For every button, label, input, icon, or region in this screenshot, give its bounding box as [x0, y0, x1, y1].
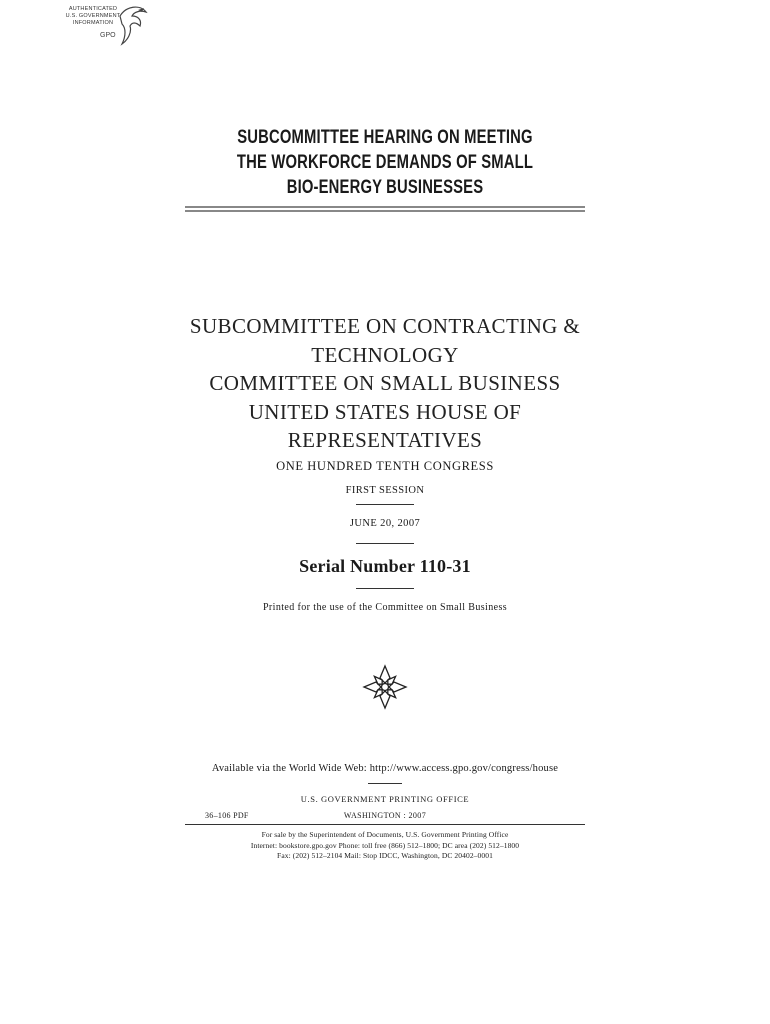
authenticated-seal [60, 4, 150, 48]
sales-line-2: Internet: bookstore.gpo.gov Phone: toll free (866) 512–1800; DC area (202) 512–1800 [250, 840, 520, 850]
title-line-2: THE WORKFORCE DEMANDS OF SMALL [236, 152, 534, 173]
session-label: FIRST SESSION [345, 485, 425, 496]
committee-line-2: TECHNOLOGY [311, 342, 459, 367]
gpo-star-emblem-icon [362, 664, 408, 710]
seal-line-3: INFORMATION [72, 20, 114, 26]
hearing-date: JUNE 20, 2007 [349, 518, 421, 529]
hearing-title [85, 125, 686, 200]
sales-info [0, 830, 770, 862]
city-year: WASHINGTON : 2007 [343, 811, 427, 820]
congress-label: ONE HUNDRED TENTH CONGRESS [276, 459, 494, 473]
divider-rule [356, 543, 414, 544]
title-line-1: SUBCOMMITTEE HEARING ON MEETING [237, 127, 533, 148]
printed-for-note: Printed for the use of the Committee on Small Business [262, 602, 508, 613]
seal-gpo-mark: GPO [100, 32, 116, 39]
pdf-number: 36–106 PDF [205, 811, 249, 820]
footer-rule [185, 824, 585, 825]
eagle-icon [116, 4, 150, 48]
serial-number: Serial Number 110-31 [299, 556, 471, 576]
divider-rule [356, 504, 414, 505]
committee-line-5: REPRESENTATIVES [287, 428, 483, 452]
committee-line-4: UNITED STATES HOUSE OF [248, 399, 522, 424]
committee-line-1: SUBCOMMITTEE ON CONTRACTING & [189, 314, 581, 338]
seal-line-2: U.S. GOVERNMENT [65, 13, 121, 19]
title-line-3: BIO-ENERGY BUSINESSES [286, 177, 484, 198]
divider-rule [356, 588, 414, 589]
committee-line-3: COMMITTEE ON SMALL BUSINESS [209, 371, 561, 395]
title-double-rule [185, 206, 585, 212]
seal-line-1: AUTHENTICATED [68, 6, 118, 12]
divider-rule [368, 783, 402, 784]
printing-office: U.S. GOVERNMENT PRINTING OFFICE [300, 794, 470, 804]
sales-line-1: For sale by the Superintendent of Documents, U.S. Government Printing Office [261, 830, 509, 839]
committee-block [0, 312, 770, 455]
availability-note: Available via the World Wide Web: http://www.access.gpo.gov/congress/house [211, 763, 559, 774]
sales-line-3: Fax: (202) 512–2104 Mail: Stop IDCC, Washington, DC 20402–0001 [277, 851, 493, 860]
